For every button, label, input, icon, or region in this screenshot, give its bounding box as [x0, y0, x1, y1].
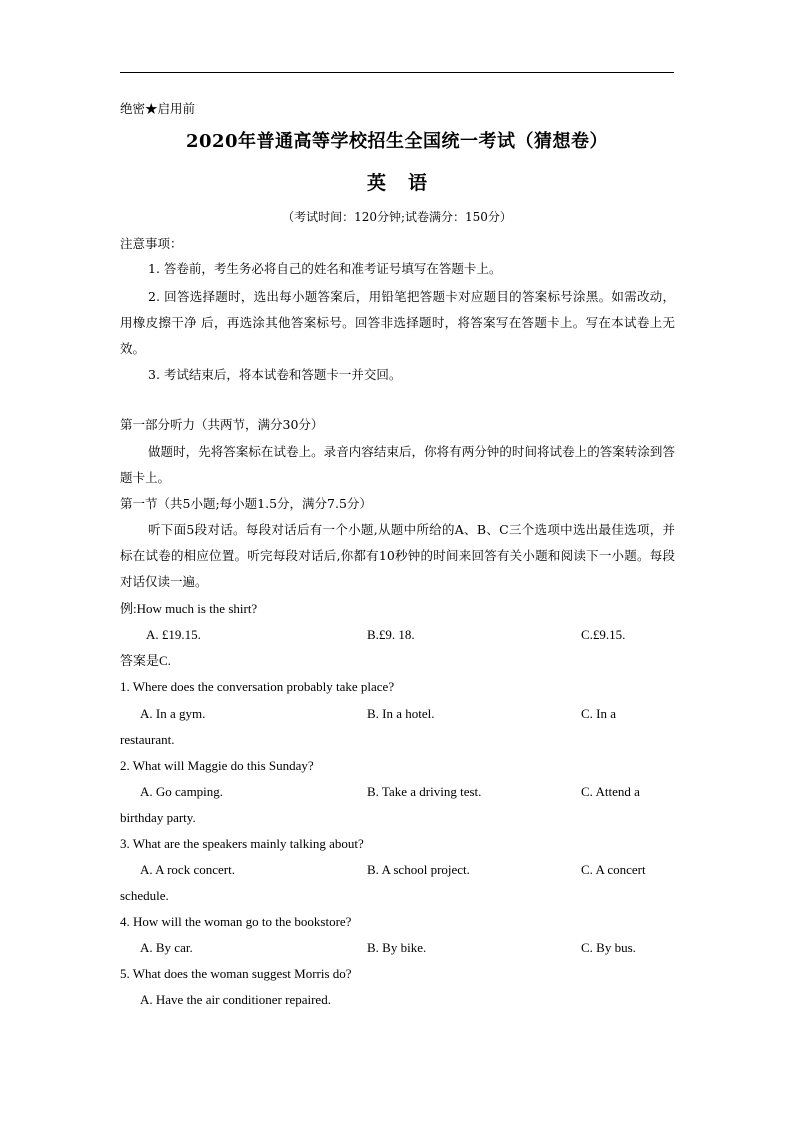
- question-1-stem: 1. Where does the conversation probably take place?: [120, 679, 395, 694]
- notice-title: 注意事项：: [120, 236, 183, 251]
- question-2-option-a: A. Go camping.: [140, 784, 224, 799]
- notice-item-2: 2. 回答选择题时，选出每小题答案后，用铅笔把答题卡对应题目的答案标号涂黑。如需改动，用橡皮擦干净 后，再选涂其他答案标号。回答非选择题时，将答案写在答题卡上。写在本试卷上无效。: [120, 289, 675, 356]
- part1-instruction: 做题时，先将答案标在试卷上。录音内容结束后，你将有两分钟的时间将试卷上的答案转涂到答题卡上。: [120, 444, 675, 485]
- question-2-stem: 2. What will Maggie do this Sunday?: [120, 758, 314, 773]
- question-5-option-a: A. Have the air conditioner repaired.: [140, 992, 331, 1007]
- question-3-option-c: C. A concert: [581, 862, 646, 877]
- example-answer: 答案是C.: [120, 653, 171, 668]
- exam-info: （考试时间：120分钟;试卷满分：150分）: [282, 210, 512, 224]
- example-option-a: A. £19.15.: [146, 627, 201, 642]
- top-rule: [120, 72, 674, 73]
- question-3-stem: 3. What are the speakers mainly talking about?: [120, 836, 364, 851]
- question-1-option-b: B. In a hotel.: [367, 706, 435, 721]
- question-4-option-b: B. By bike.: [367, 940, 427, 955]
- secret-mark: 绝密★启用前: [120, 101, 196, 116]
- section1-instruction: 听下面5段对话。每段对话后有一个小题,从题中所给的A、B、C三个选项中选出最佳选项，并标在试卷的相应位置。听完每段对话后,你都有10秒钟的时间来回答有关小题和阅读下一小题。每段对话仅读一遍。: [120, 522, 675, 589]
- section1-heading: 第一节（共5小题;每小题1.5分，满分7.5分）: [120, 496, 372, 511]
- question-2-option-b: B. Take a driving test.: [367, 784, 482, 799]
- question-2-option-c: C. Attend a: [581, 784, 640, 799]
- question-1-option-a: A. In a gym.: [140, 706, 206, 721]
- question-1-option-c: C. In a: [581, 706, 617, 721]
- question-3-option-a: A. A rock concert.: [140, 862, 235, 877]
- notice-item-1: 1. 答卷前，考生务必将自己的姓名和准考证号填写在答题卡上。: [148, 261, 502, 276]
- question-5-stem: 5. What does the woman suggest Morris do?: [120, 966, 352, 981]
- question-4-option-c: C. By bus.: [581, 940, 636, 955]
- question-1-option-c-cont: restaurant.: [120, 732, 175, 747]
- question-3-option-c-cont: schedule.: [120, 888, 169, 903]
- notice-item-3: 3. 考试结束后，将本试卷和答题卡一并交回。: [148, 367, 402, 382]
- part1-heading: 第一部分听力（共两节，满分30分）: [120, 417, 324, 432]
- subject-title: 英语: [366, 172, 449, 194]
- example-option-c: C.£9.15.: [581, 627, 626, 642]
- exam-title: 2020年普通高等学校招生全国统一考试（猜想卷）: [185, 131, 609, 152]
- example-question: 例:How much is the shirt?: [120, 601, 258, 616]
- question-2-option-c-cont: birthday party.: [120, 810, 196, 825]
- example-option-b: B.£9. 18.: [367, 627, 415, 642]
- question-4-stem: 4. How will the woman go to the bookstore?: [120, 914, 352, 929]
- question-4-option-a: A. By car.: [140, 940, 193, 955]
- question-3-option-b: B. A school project.: [367, 862, 470, 877]
